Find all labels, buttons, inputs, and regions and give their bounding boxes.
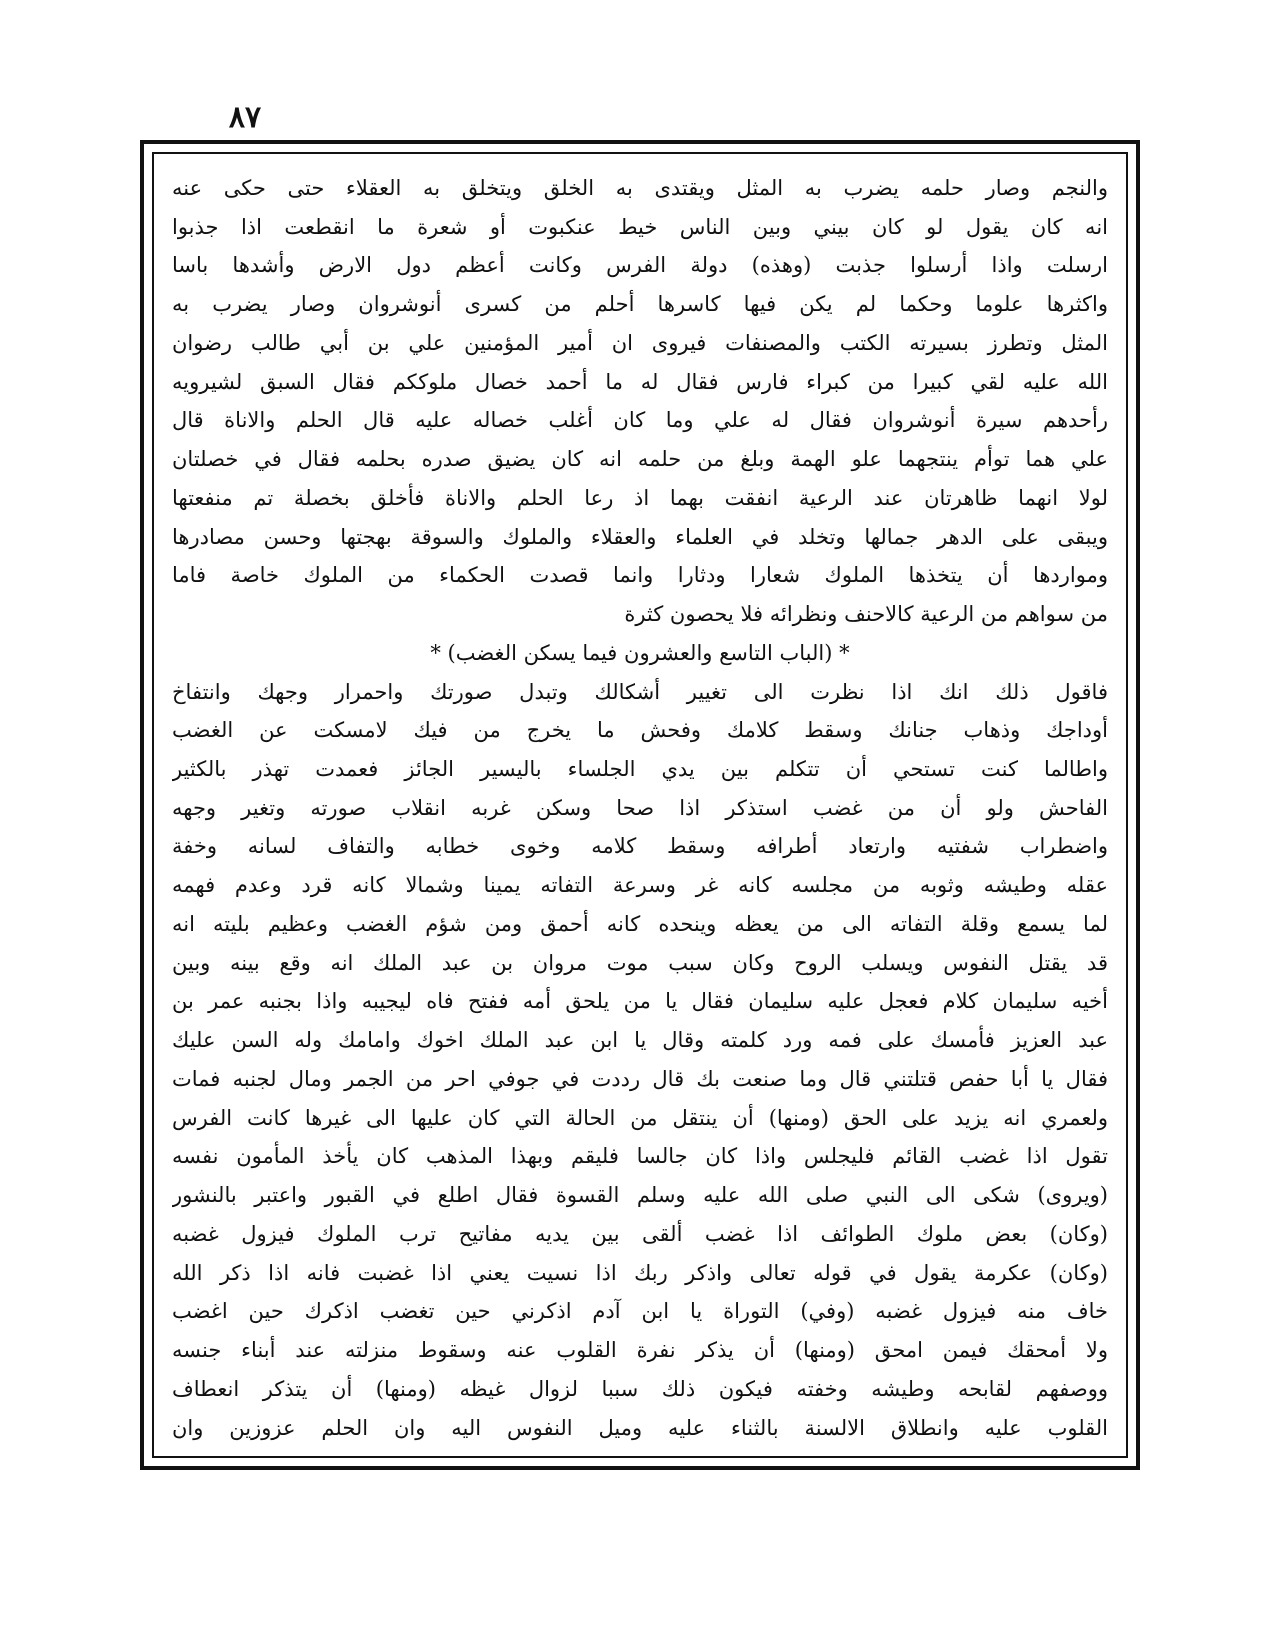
text-line: ولا أمحقك فيمن امحق (ومنها) أن يذكر نفرة القلوب عنه وسقوط منزلته عند أبناء جنسه bbox=[172, 1338, 1108, 1363]
chapter-heading: * (الباب التاسع والعشرون فيما يسكن الغضب) * bbox=[430, 640, 850, 665]
text-line: (وكان) بعض ملوك الطوائف اذا غضب ألقى بين يديه مفاتيح ترب الملوك فيزول غضبه bbox=[172, 1221, 1108, 1246]
text-line: الفاحش ولو أن من غضب استذكر اذا صحا وسكن غربه انقلاب صورته وتغير وجهه bbox=[172, 795, 1108, 820]
text-line: فاقول ذلك انك اذا نظرت الى تغيير أشكالك وتبدل صورتك واحمرار وجهك وانتفاخ bbox=[172, 679, 1108, 704]
text-line: رأحدهم سيرة أنوشروان فقال له علي وما كان أغلب خصاله عليه قال الحلم والاناة قال bbox=[172, 408, 1108, 433]
text-line: لولا انهما ظاهرتان عند الرعية انفقت بهما اذ رعا الحلم والاناة فأخلق بخصلة تم منفعتها bbox=[172, 485, 1108, 510]
page-frame bbox=[140, 140, 1140, 1470]
text-line: فقال يا أبا حفص قتلتني قال وما صنعت بك قال رددت في جوفي احر من الجمر ومال لجنبه فمات bbox=[172, 1066, 1108, 1091]
text-line: ولعمري انه يزيد على الحق (ومنها) أن ينتقل من الحالة التي كان عليها الى غيرها كانت الفرس bbox=[172, 1105, 1108, 1130]
text-line: عبد العزيز فأمسك على فمه ورد كلمته وقال يا ابن عبد الملك اخوك وامامك وله السن عليك bbox=[172, 1028, 1108, 1053]
text-line: تقول اذا غضب القائم فليجلس واذا كان جالسا فليقم وبهذا المذهب كان يأخذ المأمون نفسه bbox=[172, 1144, 1108, 1169]
text-line: ووصفهم لقابحه وطيشه وخفته فيكون ذلك سببا لزوال غيظه (ومنها) أن يتذكر انعطاف bbox=[172, 1376, 1108, 1401]
text-line: أخيه سليمان كلام فعجل عليه سليمان فقال يا من يلحق أمه ففتح فاه ليجيبه واذا بجنبه عمر بن bbox=[172, 989, 1108, 1014]
text-line: (وكان) عكرمة يقول في قوله تعالى واذكر ربك اذا نسيت يعني اذا غضبت فانه اذا ذكر الله bbox=[172, 1260, 1108, 1285]
text-line: ومواردها أن يتخذها الملوك شعارا ودثارا وانما قصدت الحكماء من الملوك خاصة فاما bbox=[172, 563, 1108, 588]
text-line: واضطراب شفتيه وارتعاد أطرافه وسقط كلامه وخوى خطابه والتفاف لسانه وخفة bbox=[172, 834, 1108, 859]
page-number: ٨٧ bbox=[228, 100, 262, 135]
text-line: أوداجك وذهاب جنانك وسقط كلامك وفحش ما يخرج من فيك لامسكت عن الغضب bbox=[172, 718, 1108, 743]
text-body bbox=[172, 168, 1108, 1446]
text-line: (ويروى) شكى الى النبي صلى الله عليه وسلم القسوة فقال اطلع في القبور واعتبر بالنشور bbox=[172, 1183, 1108, 1208]
text-line: ارسلت واذا أرسلوا جذبت (وهذه) دولة الفرس وكانت أعظم دول الارض وأشدها باسا bbox=[172, 253, 1108, 278]
text-line: من سواهم من الرعية كالاحنف ونظرائه فلا يحصون كثرة bbox=[624, 602, 1108, 627]
text-line: علي هما توأم ينتجهما علو الهمة وبلغ من حلمه انه كان يضيق صدره بحلمه فقال في خصلتان bbox=[172, 447, 1108, 472]
text-line: عقله وطيشه وثوبه من مجلسه كانه غر وسرعة التفاته يمينا وشمالا كانه قرد وعدم فهمه bbox=[172, 873, 1108, 898]
text-line: والنجم وصار حلمه يضرب به المثل ويقتدى به الخلق ويتخلق به العقلاء حتى حكى عنه bbox=[172, 176, 1108, 200]
text-line: انه كان يقول لو كان بيني وبين الناس خيط عنكبوت أو شعرة ما انقطعت اذا جذبوا bbox=[172, 214, 1108, 239]
text-line: واطالما كنت تستحي أن تتكلم بين يدي الجلساء باليسير الجائز فعمدت تهذر بالكثير bbox=[172, 757, 1108, 782]
page-frame-inner bbox=[152, 152, 1128, 1458]
text-line: ويبقى على الدهر جمالها وتخلد في العلماء والعقلاء والملوك والسوقة بهجتها وحسن مصادرها bbox=[172, 524, 1108, 549]
text-line: القلوب عليه وانطلاق الالسنة بالثناء عليه وميل النفوس اليه وان الحلم عزوزين وان bbox=[172, 1415, 1108, 1440]
text-line: الله عليه لقي كبيرا من كبراء فارس فقال له ما أحمد خصال ملوككم فقال السبق لشيرويه bbox=[172, 369, 1108, 394]
text-line: خاف منه فيزول غضبه (وفي) التوراة يا ابن آدم اذكرني حين تغضب اذكرك حين اغضب bbox=[172, 1299, 1108, 1324]
text-line: لما يسمع وقلة التفاته الى من يعظه وينحده كانه أحمق ومن شؤم الغضب وعظيم بليته انه bbox=[172, 911, 1108, 936]
text-line: قد يقتل النفوس ويسلب الروح وكان سبب موت مروان بن عبد الملك انه وقع بينه وبين bbox=[172, 950, 1108, 975]
text-line: واكثرها علوما وحكما لم يكن فيها كاسرها أحلم من كسرى أنوشروان وصار يضرب به bbox=[172, 292, 1108, 317]
text-line: المثل وتطرز بسيرته الكتب والمصنفات فيروى ان أمير المؤمنين علي بن أبي طالب رضوان bbox=[172, 330, 1108, 355]
